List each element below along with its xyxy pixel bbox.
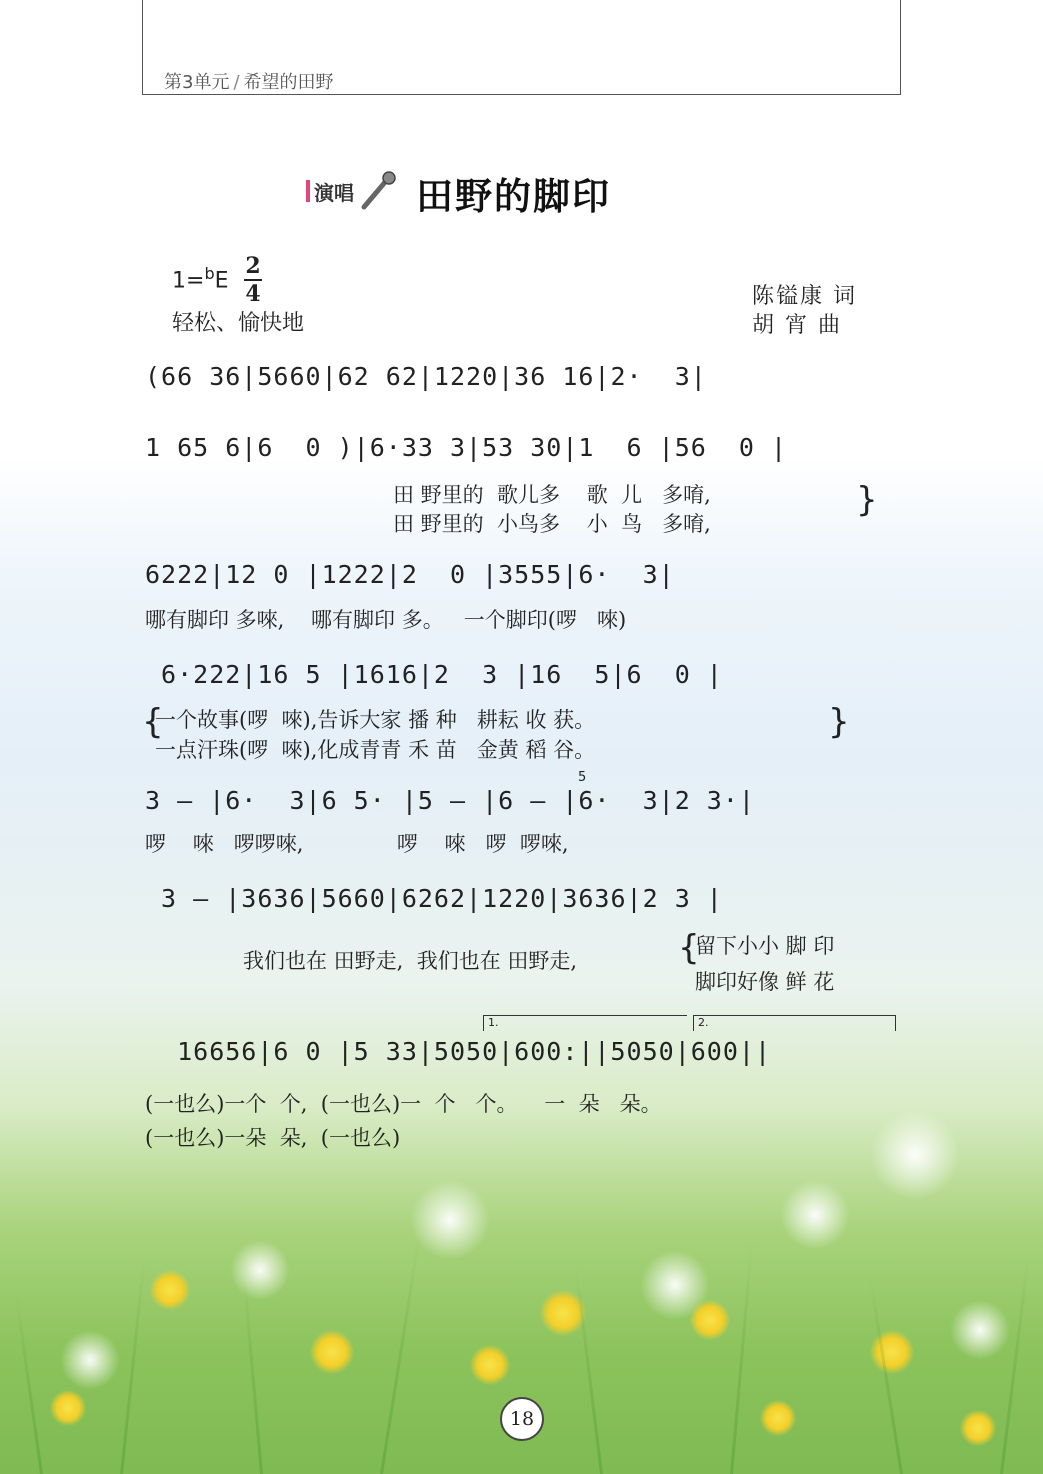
flower-icon xyxy=(150,1270,190,1310)
brace-right: } xyxy=(856,480,878,520)
section-tag-label: 演唱 xyxy=(314,180,354,205)
notation-line-7: 16656|6 0 |5 33|5050|600:||5050|600|| xyxy=(145,1037,771,1066)
microphone-icon xyxy=(358,171,398,211)
unit-theme: 希望的田野 xyxy=(243,72,334,93)
unit-header xyxy=(164,68,334,94)
flower-icon xyxy=(760,1400,796,1436)
key-note: E xyxy=(214,268,229,294)
notation-line-4: 6·222|16 5 |1616|2 3 |16 5|6 0 | xyxy=(145,660,723,689)
flower-icon xyxy=(310,1330,354,1374)
tag-bar xyxy=(306,180,310,202)
first-ending-bracket xyxy=(483,1015,687,1031)
sparkle-icon xyxy=(60,1330,120,1390)
key-prefix: 1= xyxy=(172,268,205,294)
flower-icon xyxy=(50,1390,86,1426)
lyricist-credit: 陈镒康 词 xyxy=(752,284,857,309)
sparkle-icon xyxy=(950,1300,1010,1360)
lyric-line-3: 哪有脚印 多唻, 哪有脚印 多。 一个脚印(啰 唻) xyxy=(145,608,627,632)
lyric-line-6-verse-1: 留下小小 脚 印 xyxy=(695,934,835,958)
lyric-line-7-verse-2: (一也么)一朵 朵, (一也么) xyxy=(145,1126,401,1150)
notation-line-3: 6222|12 0 |1222|2 0 |3555|6· 3| xyxy=(145,560,675,589)
sparkle-icon xyxy=(780,1180,850,1250)
lyric-line-2-verse-1: 田 野里的 歌儿多 歌 儿 多唷, xyxy=(393,483,711,507)
notation-line-1: (66 36|5660|62 62|1220|36 16|2· 3| xyxy=(145,362,707,391)
first-ending-label: 1. xyxy=(488,1016,499,1029)
brace-right: } xyxy=(828,702,850,742)
lyric-line-2-verse-2: 田 野里的 小鸟多 小 鸟 多唷, xyxy=(393,512,711,536)
unit-number: 第3单元 xyxy=(164,72,230,93)
composer-credit: 胡 宵 曲 xyxy=(752,313,842,338)
lyric-line-6-verse-2: 脚印好像 鲜 花 xyxy=(695,970,835,994)
sparkle-icon xyxy=(870,1110,960,1200)
grace-note: 5 xyxy=(578,770,587,785)
flower-icon xyxy=(960,1410,996,1446)
notation-line-2: 1 65 6|6 0 )|6·33 3|53 30|1 6 |56 0 | xyxy=(145,433,788,462)
time-signature-bottom: 4 xyxy=(245,281,261,307)
brace-left: { xyxy=(678,928,700,968)
time-signature-top: 2 xyxy=(245,253,261,279)
lyric-line-4-verse-1: 一个故事(啰 唻),告诉大家 播 种 耕耘 收 获。 xyxy=(155,708,596,732)
section-tag xyxy=(306,178,398,204)
lyric-line-5: 啰 唻 啰啰唻, 啰 唻 啰 啰唻, xyxy=(145,832,569,856)
tempo-marking: 轻松、愉快地 xyxy=(172,311,305,336)
second-ending-bracket xyxy=(693,1015,896,1031)
page-number: 18 xyxy=(500,1397,544,1441)
flower-icon xyxy=(870,1330,914,1374)
notation-line-5: 3 — |6· 3|6 5· |5 — |6 — |6· 3|2 3·| xyxy=(145,786,755,815)
lyric-line-6: 我们也在 田野走, 我们也在 田野走, xyxy=(243,949,578,973)
key-signature xyxy=(172,264,229,293)
song-title: 田野的脚印 xyxy=(416,174,611,218)
sparkle-icon xyxy=(230,1240,290,1300)
brace-left: { xyxy=(142,702,164,742)
notation-line-6: 3 — |3636|5660|6262|1220|3636|2 3 | xyxy=(145,884,723,913)
flower-icon xyxy=(690,1300,730,1340)
time-signature xyxy=(244,253,262,307)
lyric-line-4-verse-2: 一点汗珠(啰 唻),化成青青 禾 苗 金黄 稻 谷。 xyxy=(155,738,596,762)
lyric-line-7-verse-1: (一也么)一个 个, (一也么)一 个 个。 一 朵 朵。 xyxy=(145,1092,662,1116)
sparkle-icon xyxy=(410,1180,490,1260)
flower-icon xyxy=(470,1345,510,1385)
flat-sign: b xyxy=(204,264,215,283)
second-ending-label: 2. xyxy=(698,1016,709,1029)
separator: / xyxy=(233,72,240,93)
